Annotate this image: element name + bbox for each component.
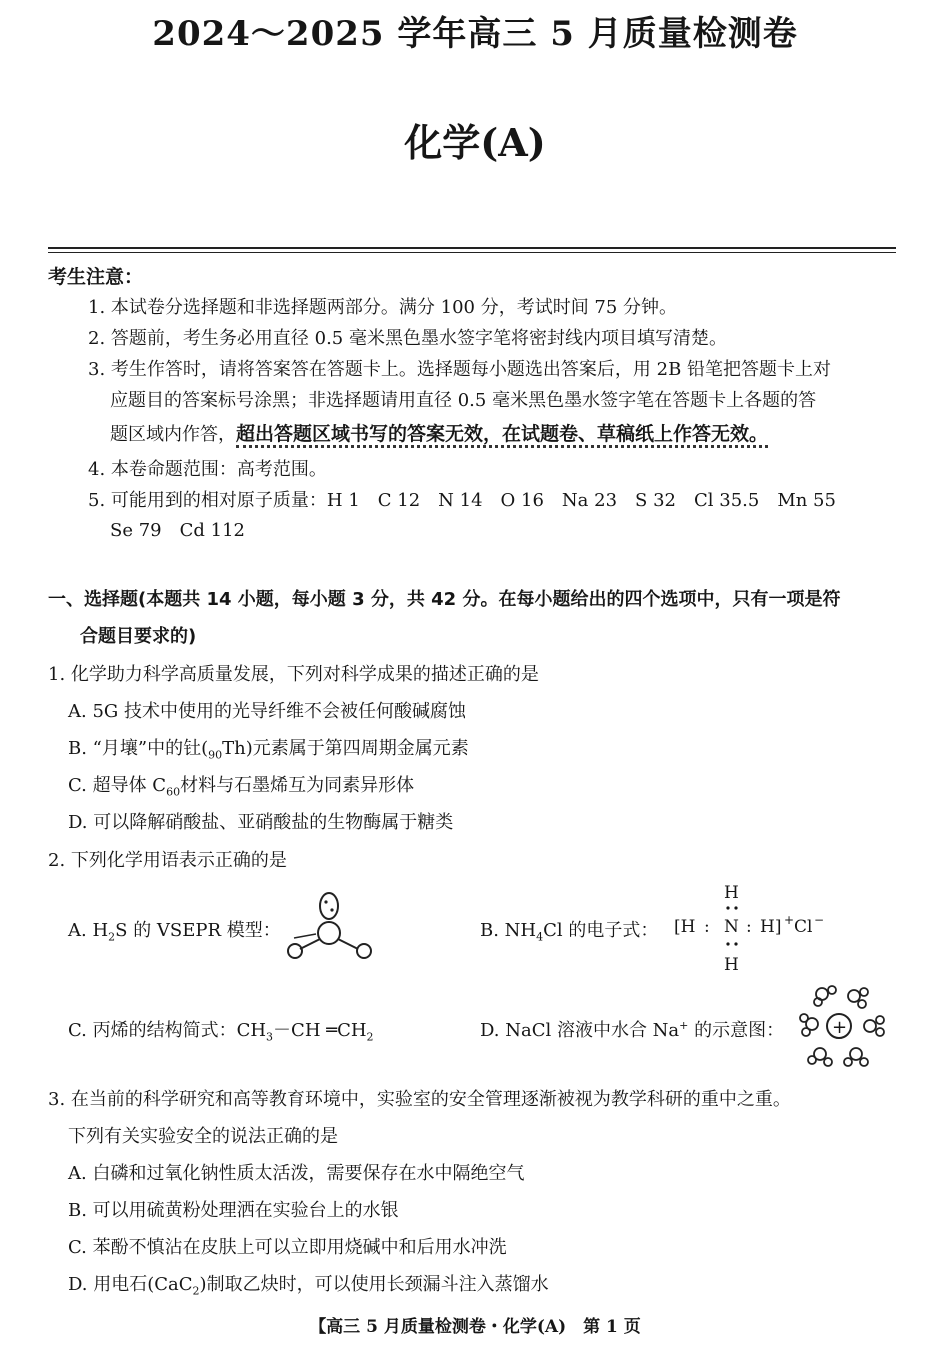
q3-option-d-post: )制取乙炔时，可以使用长颈漏斗注入蒸馏水 <box>199 1274 549 1295</box>
header-rule-bottom <box>48 252 896 253</box>
q2-option-d-sup: + <box>679 1019 689 1032</box>
q2-option-a-sub: 2 <box>108 930 116 944</box>
q1-stem: 1. 化学助力科学高质量发展，下列对科学成果的描述正确的是 <box>48 664 539 685</box>
q2-option-d <box>480 1016 784 1042</box>
notice-item-2: 2. 答题前，考生务必用直径 0.5 毫米黑色墨水签字笔将密封线内项目填写清楚。 <box>88 328 727 349</box>
q2-option-c-pre: C. 丙烯的结构简式：CH <box>68 1020 267 1041</box>
notice-item-1: 1. 本试卷分选择题和非选择题两部分。满分 100 分，考试时间 75 分钟。 <box>88 297 678 318</box>
es-chloride: Cl <box>794 917 813 937</box>
q2-option-c-sub: 3 <box>266 1030 274 1044</box>
es-left-bracket: [H <box>674 917 696 937</box>
na-ion-plus: + <box>832 1017 848 1038</box>
q2-option-c <box>68 1016 374 1044</box>
es-right-bracket: H] <box>760 917 782 937</box>
q2-option-b-pre: B. NH <box>480 920 537 941</box>
q1-option-b-pre: B. “月壤”中的钍( <box>68 738 209 759</box>
es-minus: − <box>814 913 825 927</box>
q2-stem: 2. 下列化学用语表示正确的是 <box>48 850 287 871</box>
q3-stem-cont: 下列有关实验安全的说法正确的是 <box>68 1126 338 1147</box>
notice-item-3-tail: 题区域内作答， <box>110 424 236 445</box>
q2-option-a <box>68 916 281 944</box>
q3-option-d-pre: D. 用电石(CaC <box>68 1274 193 1295</box>
notice-item-5-cont: Se 79 Cd 112 <box>110 520 245 541</box>
notice-emphasis: 超出答题区域书写的答案无效，在试题卷、草稿纸上作答无效。 <box>236 423 768 448</box>
es-h-bottom: H <box>724 955 739 975</box>
q1-option-b <box>68 734 469 762</box>
notice-item-3: 3. 考生作答时，请将答案答在答题卡上。选择题每小题选出答案后，用 2B 铅笔把答题卡上对 <box>88 359 832 380</box>
exam-title: 2024～2025 学年高三 5 月质量检测卷 <box>152 14 798 54</box>
q2-option-c-post: －CH ═CH <box>273 1020 367 1041</box>
vsepr-model-diagram <box>280 888 380 968</box>
q3-option-b: B. 可以用硫黄粉处理洒在实验台上的水银 <box>68 1200 399 1221</box>
es-colon-right: : <box>746 917 752 937</box>
subject-title: 化学(A) <box>404 120 546 165</box>
q3-option-d-sub: 2 <box>192 1284 200 1298</box>
page-footer: 【高三 5 月质量检测卷・化学(A) 第 1 页 <box>309 1317 641 1337</box>
notice-item-3-cont2 <box>110 421 768 448</box>
q3-stem: 3. 在当前的科学研究和高等教育环境中，实验室的安全管理逐渐被视为教学科研的重中之重。 <box>48 1089 791 1110</box>
q1-option-d: D. 可以降解硝酸盐、亚硝酸盐的生物酶属于糖类 <box>68 812 454 833</box>
nh4cl-electron-formula <box>672 880 832 980</box>
q2-option-d-post: 的示意图： <box>688 1020 785 1041</box>
q2-option-b-post: Cl 的电子式： <box>543 920 659 941</box>
notice-item-4: 4. 本卷命题范围：高考范围。 <box>88 459 327 480</box>
header-rule-top <box>48 247 896 249</box>
section-heading-cont: 合题目要求的) <box>80 626 197 647</box>
es-h-top: H <box>724 883 739 903</box>
q1-option-b-post: Th)元素属于第四周期金属元素 <box>222 738 469 759</box>
q3-option-a: A. 白磷和过氧化钠性质太活泼，需要保存在水中隔绝空气 <box>68 1163 525 1184</box>
q2-option-c-sub2: 2 <box>366 1030 374 1044</box>
section-heading: 一、选择题(本题共 14 小题，每小题 3 分，共 42 分。在每小题给出的四个选项中，只有一项是符 <box>48 589 841 610</box>
notice-item-3-cont: 应题目的答案标号涂黑；非选择题请用直径 0.5 毫米黑色墨水签字笔在答题卡上各题的答 <box>110 390 817 411</box>
q1-option-a: A. 5G 技术中使用的光导纤维不会被任何酸碱腐蚀 <box>68 701 466 722</box>
q1-option-c <box>68 771 414 799</box>
q1-option-b-sub: 90 <box>208 748 223 762</box>
hydrated-na-diagram <box>796 980 896 1072</box>
q3-option-d <box>68 1270 549 1298</box>
q1-option-c-post: 材料与石墨烯互为同素异形体 <box>180 775 415 796</box>
q2-option-b <box>480 916 658 944</box>
q1-option-c-pre: C. 超导体 C <box>68 775 167 796</box>
es-colon-left: : <box>704 917 710 937</box>
q2-option-a-pre: A. H <box>68 920 109 941</box>
es-nitrogen: N <box>724 917 739 937</box>
q2-option-b-sub: 4 <box>536 930 544 944</box>
q3-option-c: C. 苯酚不慎沾在皮肤上可以立即用烧碱中和后用水冲洗 <box>68 1237 507 1258</box>
q1-option-c-sub: 60 <box>166 785 181 799</box>
q2-option-d-pre: D. NaCl 溶液中水合 Na <box>480 1020 680 1041</box>
notice-item-5: 5. 可能用到的相对原子质量：H 1 C 12 N 14 O 16 Na 23 S 32 Cl 35.5 Mn 55 <box>88 490 836 511</box>
notice-heading: 考生注意： <box>48 266 144 288</box>
es-plus: + <box>784 913 795 927</box>
q2-option-a-post: S 的 VSEPR 模型： <box>115 920 281 941</box>
